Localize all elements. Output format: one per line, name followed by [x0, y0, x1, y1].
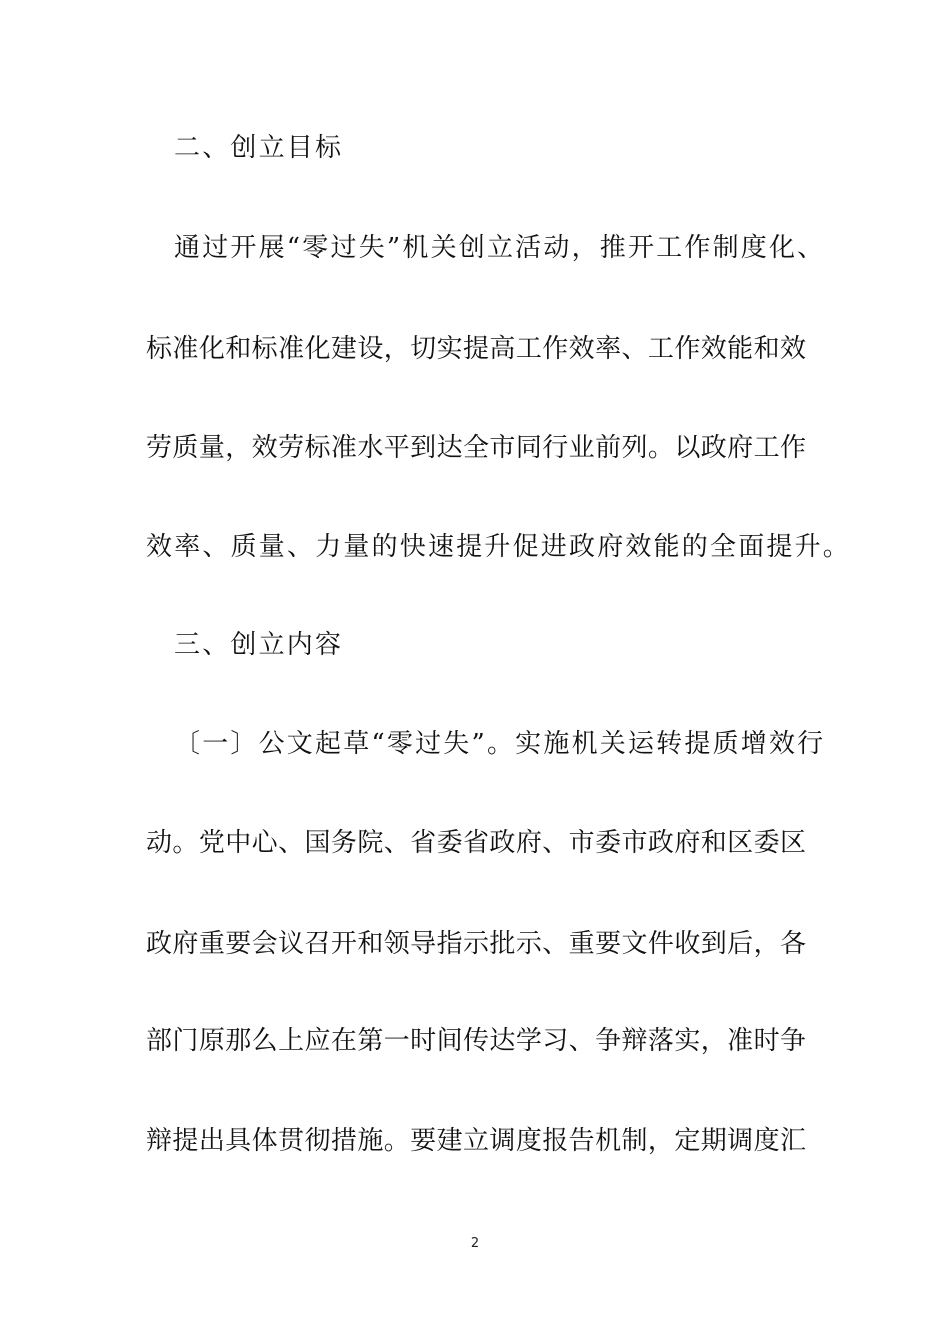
paragraph-line: 通过开展“零过失”机关创立活动，推开工作制度化、 — [174, 233, 826, 263]
paragraph-line: 效率、质量、力量的快速提升促进政府效能的全面提升。 — [146, 532, 852, 562]
paragraph-line: 标准化和标准化建设，切实提高工作效率、工作效能和效 — [146, 334, 806, 364]
page-number: 2 — [470, 1236, 480, 1251]
paragraph-line: 劳质量，效劳标准水平到达全市同行业前列。以政府工作 — [146, 433, 806, 463]
paragraph-line: 〔一〕公文起草“零过失”。实施机关运转提质增效行 — [174, 729, 826, 759]
paragraph-line: 动。党中心、国务院、省委省政府、市委市政府和区委区 — [146, 828, 806, 858]
paragraph-line: 政府重要会议召开和领导指示批示、重要文件收到后，各 — [146, 929, 806, 959]
paragraph-line: 辩提出具体贯彻措施。要建立调度报告机制，定期调度汇 — [146, 1126, 806, 1156]
section-heading-goals: 二、创立目标 — [174, 133, 344, 163]
paragraph-line: 部门原那么上应在第一时间传达学习、争辩落实，准时争 — [146, 1026, 806, 1056]
section-heading-content: 三、创立内容 — [174, 630, 344, 660]
